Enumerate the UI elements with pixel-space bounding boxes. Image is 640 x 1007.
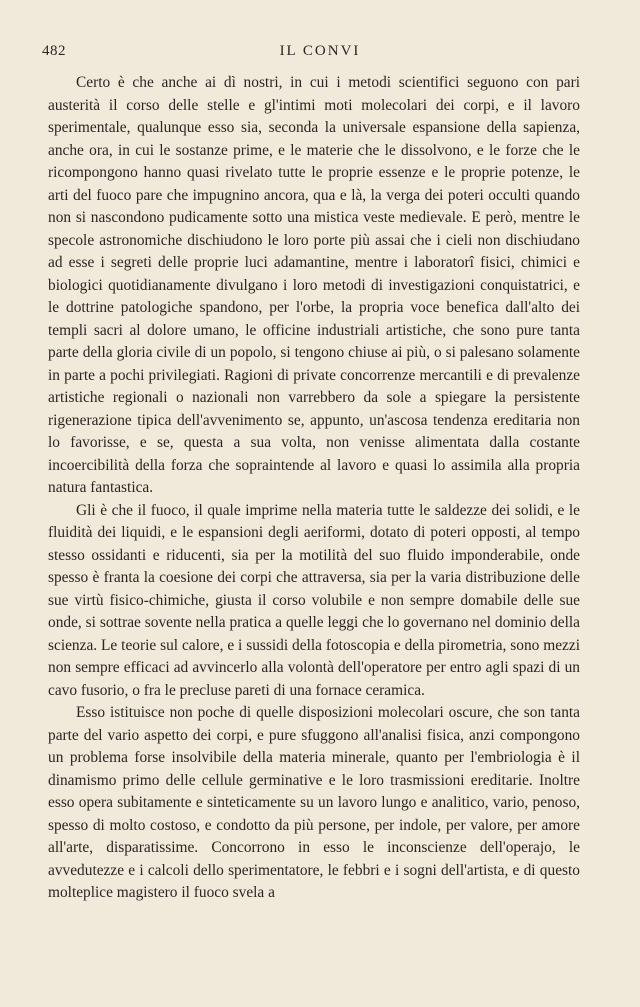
page-header <box>42 43 598 65</box>
body-text <box>48 72 580 905</box>
running-title: IL CONVI <box>279 43 361 59</box>
paragraph-1: Certo è che anche ai dì nostri, in cui i metodi scientifici seguono con pari austerità il corso delle stelle e gl'intimi moti molecolari dei corpi, e il lavoro sperimentale, qualunque esso sia, seconda la universale espansione della sapienza, anche ora, in cui le sostanze prime, e le materie che le dissolvono, e le forze che le ricompongono hanno quasi rivelato tutte le proprie essenze e le proprie potenze, le arti del fuoco pare che impugnino ancora, qua e là, la verga dei poteri occulti quando non si nascondono pudicamente sotto una mistica veste medievale. E però, mentre le specole astronomiche dischiudono le loro porte più assai che i cieli non dischiudano ad esse i segreti delle proprie luci adamantine, mentre i laboratorî fisici, chimici e biologici quotidianamente divulgano i loro metodi di investigazioni conquistatrici, e le dottrine patologiche spandono, per l'orbe, la propria voce benefica dall'alto dei templi sacri al dolore umano, le officine industriali artistiche, che sono pure tanta parte della gloria civile di un popolo, si tengono chiuse ai più, o si palesano solamente in parte a pochi privilegiati. Ragioni di private concorrenze mercantili e di prevalenze artistiche regionali o nazionali non varrebbero da sole a spiegare la persistente rigenerazione tipica dell'avvenimento se, appunto, un'ascosa tendenza ereditaria non lo favorisse, e se, questa a sua volta, non venisse alimentata dalla costante incoercibilità della forza che sopraintende al lavoro e quasi lo assimila alla propria natura fantastica. <box>48 74 580 496</box>
page-number: 482 <box>42 43 66 59</box>
paragraph-3: Esso istituisce non poche di quelle disposizioni molecolari oscure, che son tanta parte del vario aspetto dei corpi, e pure sfuggono all'analisi fisica, anzi compongono un problema forse insolvibile della materia minerale, quanto per l'embriologia è il dinamismo primo delle cellule germinative e le loro trasmissioni ereditarie. Inoltre esso opera subitamente e sinteticamente su un lavoro lungo e analitico, vario, penoso, spesso di molto costoso, e condotto da più persone, per indole, per valore, per amore all'arte, disparatissime. Concorrono in esso le inconscienze dell'operajo, le avvedutezze e i calcoli dello sperimentatore, le febbri e i sogni dell'artista, e di questo molteplice magistero il fuoco svela a <box>48 704 580 901</box>
paragraph-2: Gli è che il fuoco, il quale imprime nella materia tutte le saldezze dei solidi, e le fluidità dei liquidi, e le espansioni degli aeriformi, dotato di poteri opposti, al tempo stesso ossidanti e riducenti, sia per la motilità del suo fluido imponderabile, onde spesso è franta la coesione dei corpi che attraversa, sia per la varia distribuzione delle sue virtù fisico-chimiche, giusta il corso volubile e non sempre domabile delle sue onde, si sottrae sovente nella pratica a quelle leggi che lo governano nel dominio della scienza. Le teorie sul calore, e i sussidi della fotoscopia e della pirometria, sono mezzi non sempre efficaci ad avvincerlo alla volontà dell'operatore per entro agli spazi di un cavo fusorio, o fra le precluse pareti di una fornace ceramica. <box>48 501 580 699</box>
